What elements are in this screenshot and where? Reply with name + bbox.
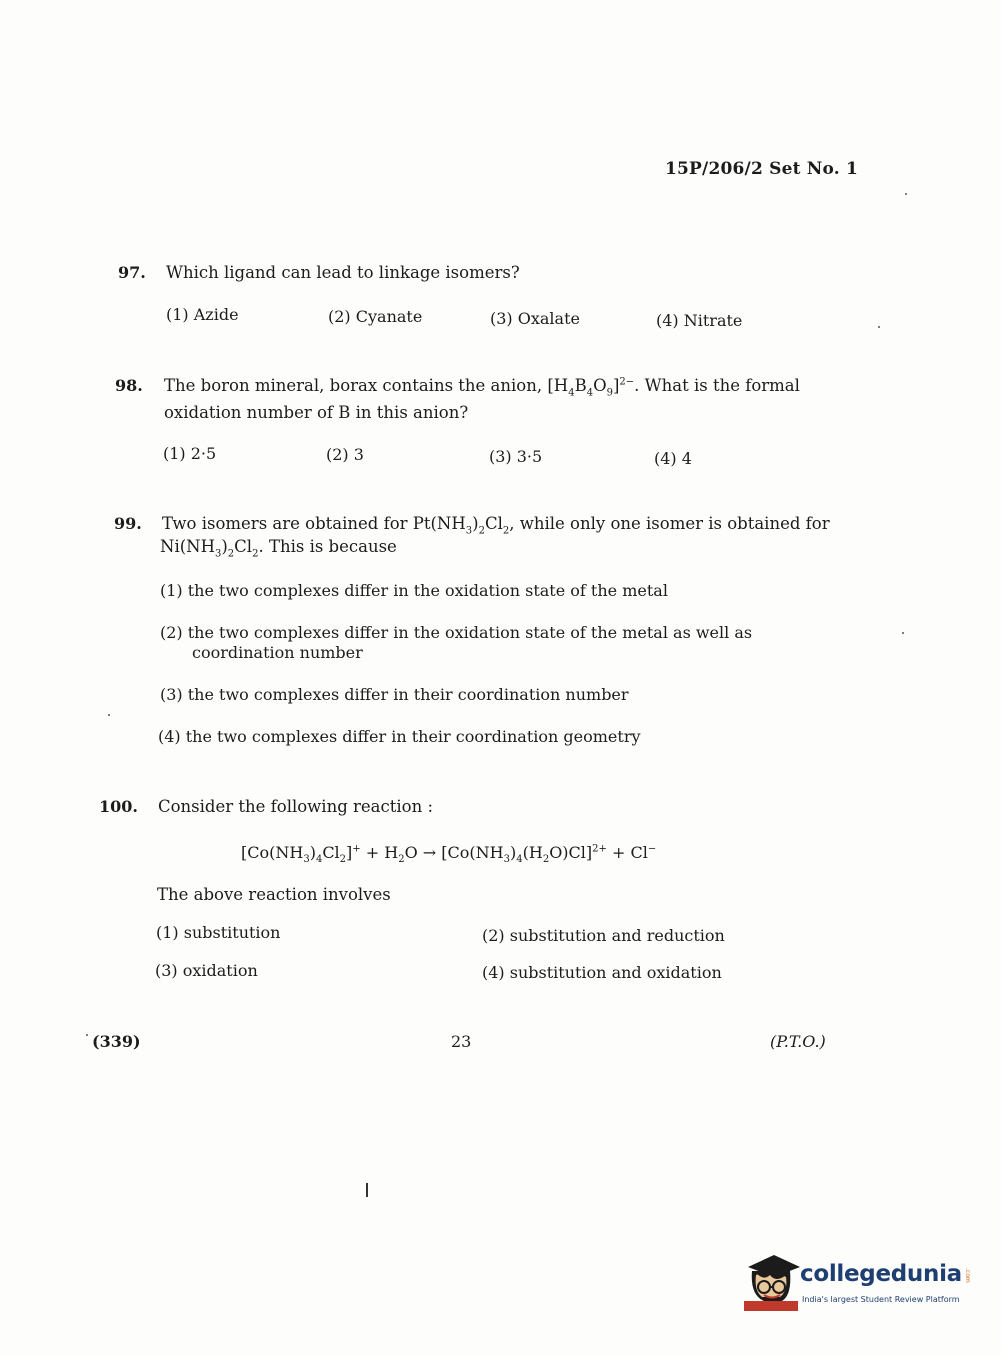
option-3: (3) 3·5	[489, 447, 543, 466]
question-text-part-c: . This is because	[258, 537, 397, 556]
borax-anion-formula: $[H_4B_4O_9]^{2-}$	[547, 376, 635, 399]
collegedunia-logo	[742, 1247, 972, 1317]
option-4: (4) the two complexes differ in their coordination geometry	[158, 727, 641, 746]
scan-speck	[902, 632, 904, 634]
question-text-line2: oxidation number of B in this anion?	[164, 403, 469, 422]
footer-paper-code: (339)	[92, 1032, 141, 1051]
question-text-part-b: . What is the formal	[634, 376, 800, 395]
question-number: 97.	[118, 263, 146, 282]
question-text: Consider the following reaction :	[158, 797, 434, 816]
question-text-line1	[164, 376, 800, 398]
question-text-line1	[162, 514, 830, 536]
option-2: (2) substitution and reduction	[482, 926, 725, 945]
logo-tagline: India's largest Student Review Platform	[802, 1295, 960, 1304]
option-4: (4) substitution and oxidation	[482, 963, 722, 982]
logo-wordmark: collegedunia	[800, 1261, 962, 1287]
ni-complex-formula: $Ni(NH_3)_2Cl_2$	[160, 537, 259, 560]
scan-speck	[878, 326, 880, 328]
option-1: (1) the two complexes differ in the oxidation state of the metal	[160, 581, 668, 600]
option-1: (1) 2·5	[163, 444, 217, 463]
question-text-part-b: , while only one isomer is obtained for	[509, 514, 830, 533]
logo-suffix: .com	[964, 1268, 971, 1283]
option-4: (4) Nitrate	[656, 311, 743, 330]
logo-mascot-icon	[742, 1251, 800, 1313]
option-1: (1) Azide	[166, 305, 239, 324]
header-code: 15P/206/2 Set No. 1	[665, 159, 858, 179]
question-number: 98.	[115, 376, 143, 395]
scan-speck	[86, 1034, 88, 1036]
question-number: 99.	[114, 514, 142, 533]
scan-mark	[366, 1183, 368, 1197]
pt-complex-formula: $Pt(NH_3)_2Cl_2$	[412, 514, 510, 537]
option-4: (4) 4	[654, 449, 692, 468]
option-3: (3) oxidation	[155, 961, 258, 980]
option-2: (2) the two complexes differ in the oxidation state of the metal as well as	[160, 623, 753, 642]
option-3: (3) Oxalate	[490, 309, 580, 328]
reaction-equation: $[Co(NH_3)_4Cl_2]^+ + H_2O \to [Co(NH_3)_4(H_2O)Cl]^{2+} + Cl^-$	[241, 843, 657, 866]
scan-speck	[905, 193, 907, 195]
question-text-part-a: The boron mineral, borax contains the anion,	[164, 376, 543, 395]
scan-speck	[108, 714, 110, 716]
follow-text: The above reaction involves	[157, 885, 391, 904]
question-text: Which ligand can lead to linkage isomers?	[166, 263, 520, 282]
option-3: (3) the two complexes differ in their coordination number	[160, 685, 629, 704]
option-2-continued: coordination number	[192, 643, 363, 662]
option-2: (2) Cyanate	[328, 307, 423, 326]
question-text-line2	[160, 537, 397, 559]
question-number: 100.	[99, 797, 138, 816]
option-1: (1) substitution	[156, 923, 281, 942]
page-number: 23	[451, 1032, 472, 1051]
footer-pto: (P.T.O.)	[770, 1032, 826, 1051]
option-2: (2) 3	[326, 445, 364, 464]
question-text-part-a: Two isomers are obtained for	[162, 514, 408, 533]
